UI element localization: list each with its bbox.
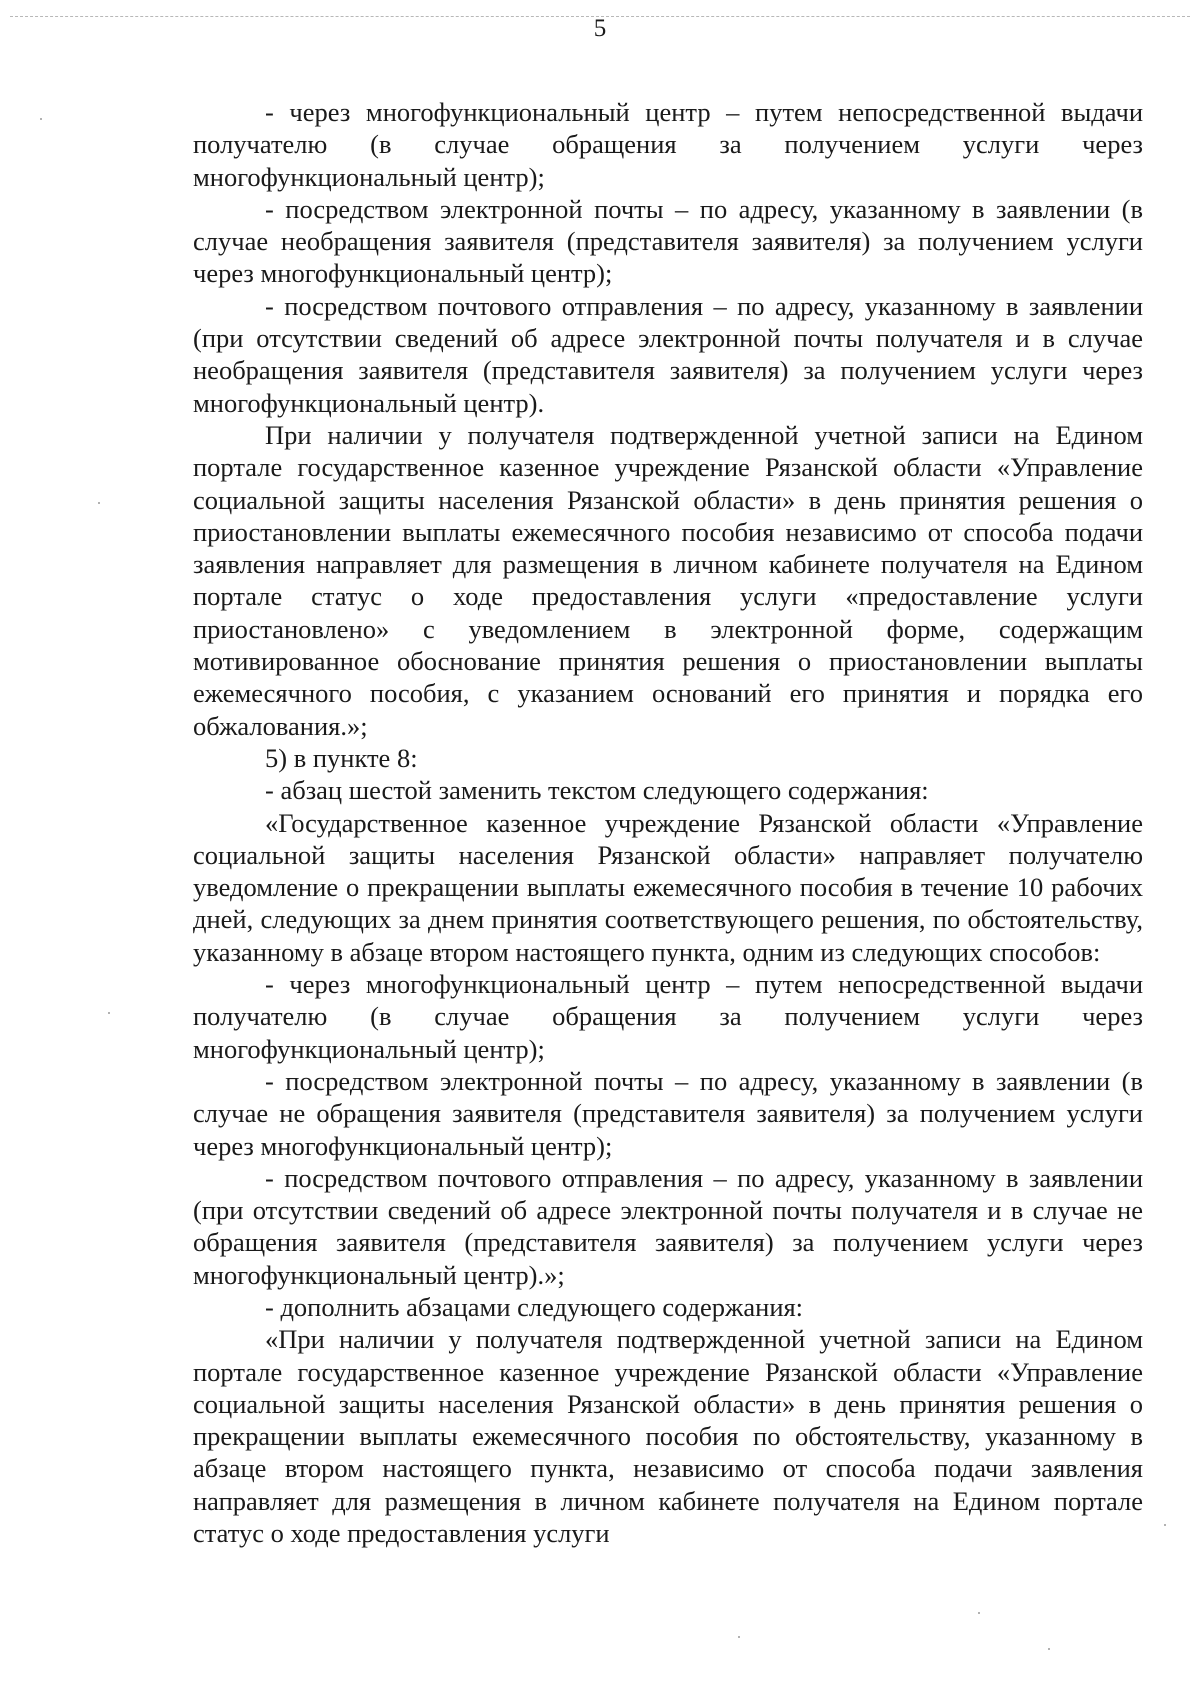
paragraph-8: - через многофункциональный центр – путем непосредственной выдачи получателю (в случае обращения за получением услуги через многофункциональный центр); [193,969,1143,1064]
scan-speck [1164,1524,1166,1526]
paragraph-12: «При наличии у получателя подтвержденной учетной записи на Едином портале государственное казенное учреждение Рязанской области «Управление социальной защиты населения Рязанской области» в день принятия решения о прекращении выплаты ежемесячного пособия по обстоятельству, указанному в абзаце втором настоящего пункта, независимо от способа подачи заявления направляет для размещения в личном кабинете получателя на Едином портале статус о ходе предоставления услуги [193,1324,1143,1549]
scan-speck [40,118,42,120]
paragraph-6: - абзац шестой заменить текстом следующего содержания: [265,775,929,806]
paragraph-5: 5) в пункте 8: [265,742,418,773]
paragraph-3: - посредством почтового отправления – по адресу, указанному в заявлении (при отсутствии сведений об адресе электронной почты получателя и в случае необращения заявителя (представителя заявителя) за получением услуги через многофункциональный центр). [193,290,1143,418]
paragraph-9: - посредством электронной почты – по адресу, указанному в заявлении (в случае не обращения заявителя (представителя заявителя) за получением услуги через многофункциональный центр); [193,1065,1143,1161]
page-number: 5 [593,15,607,42]
paragraph-7: «Государственное казенное учреждение Рязанской области «Управление социальной защиты населения Рязанской области» направляет получателю уведомление о прекращении выплаты ежемесячного пособия в течение 10 рабочих дней, следующих за днем принятия соответствующего решения, по обстоятельству, указанному в абзаце втором настоящего пункта, одним из следующих способов: [193,807,1143,967]
scan-speck [98,502,100,504]
paragraph-11: - дополнить абзацами следующего содержания: [265,1291,804,1322]
paragraph-2: - посредством электронной почты – по адресу, указанному в заявлении (в случае необращения заявителя (представителя заявителя) за получением услуги через многофункциональный центр); [193,193,1143,289]
scan-speck [1048,1648,1050,1650]
paragraph-4: При наличии у получателя подтвержденной учетной записи на Едином портале государственное казенное учреждение Рязанской области «Управление социальной защиты населения Рязанской области» в день принятия решения о приостановлении выплаты ежемесячного пособия независимо от способа подачи заявления направляет для размещения в личном кабинете получателя на Едином портале статус о ходе предоставления услуги «предоставление услуги приостановлено» с уведомлением в электронной форме, содержащим мотивированное обоснование принятия решения о приостановлении выплаты ежемесячного пособия, с указанием оснований его принятия и порядка его обжалования.»; [193,419,1143,741]
paragraph-10: - посредством почтового отправления – по адресу, указанному в заявлении (при отсутствии сведений об адресе электронной почты получателя и в случае не обращения заявителя (представителя заявителя) за получением услуги через многофункциональный центр).»; [193,1162,1143,1290]
scan-speck [738,1636,740,1638]
paragraph-1: - через многофункциональный центр – путем непосредственной выдачи получателю (в случае обращения за получением услуги через многофункциональный центр); [193,97,1143,192]
document-body [193,96,1143,1549]
scan-speck [978,1612,980,1614]
scan-speck [108,1012,110,1014]
